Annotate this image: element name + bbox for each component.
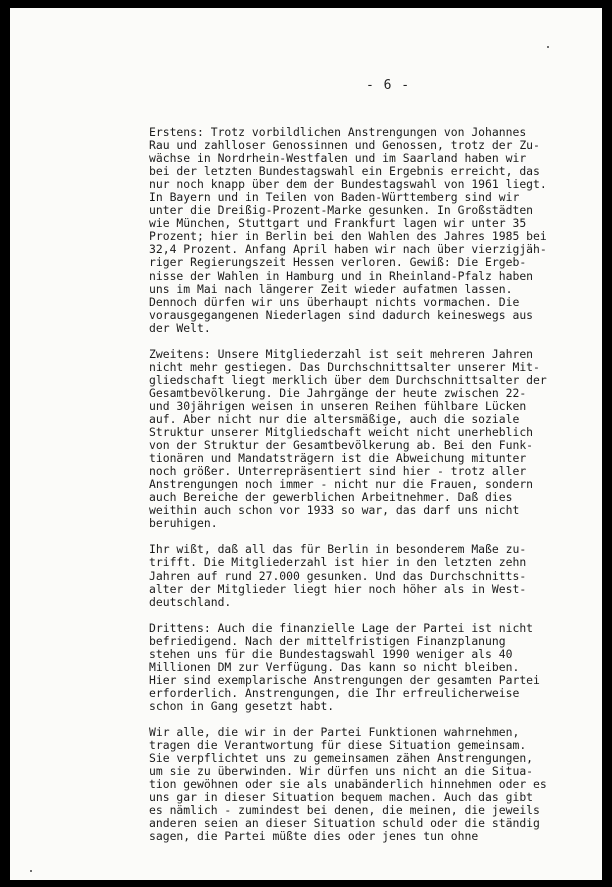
- text-line: unter die Dreißig-Prozent-Marke gesunken. In Großstädten: [149, 203, 534, 218]
- text-line: Ihr wißt, daß all das für Berlin in besonderem Maße zu-: [149, 542, 527, 557]
- text-line: stehen uns für die Bundestagswahl 1990 weniger als 40: [149, 646, 513, 661]
- text-line: Erstens: Trotz vorbildlichen Anstrengungen von Johannes: [149, 125, 527, 139]
- text-line: schon in Gang gesetzt habt.: [149, 698, 335, 713]
- scan-speck: [547, 46, 549, 48]
- text-line: Millionen DM zur Verfügung. Das kann so nicht bleiben.: [149, 659, 520, 674]
- text-line: tragen die Verantwortung für diese Situation gemeinsam.: [149, 738, 527, 753]
- scan-speck: [30, 870, 32, 872]
- text-line: uns im Mai nach längerer Zeit wieder aufatmen lassen.: [149, 281, 513, 296]
- text-line: befriedigend. Nach der mittelfristigen Finanzplanung: [149, 633, 506, 648]
- text-line: Zweitens: Unsere Mitgliederzahl ist seit mehreren Jahren: [149, 346, 534, 361]
- text-line: Sie verpflichtet uns zu gemeinsamen zähen Anstrengungen,: [149, 751, 534, 766]
- text-line: Drittens: Auch die finanzielle Lage der Partei ist nicht: [149, 620, 534, 635]
- text-line: wie München, Stuttgart und Frankfurt lagen wir unter 35: [149, 216, 527, 231]
- text-line: Dennoch dürfen wir uns überhaupt nichts vormachen. Die: [149, 294, 520, 309]
- document-body: [149, 126, 584, 856]
- text-line: tion gewöhnen oder sie als unabänderlich hinnehmen oder es: [149, 777, 547, 792]
- text-line: weithin auch schon vor 1933 so war, das darf uns nicht: [149, 503, 520, 518]
- paragraph-3: [149, 543, 584, 608]
- text-line: Rau und zahlloser Genossinnen und Genossen, trotz der Zu-: [149, 138, 540, 153]
- page-number: - 6 -: [366, 78, 411, 93]
- text-line: Hier sind exemplarische Anstrengungen der gesamten Partei: [149, 672, 540, 687]
- text-line: Struktur unserer Mitgliedschaft weicht nicht unerheblich: [149, 425, 534, 440]
- text-line: und 30jährigen weisen in unseren Reihen fühlbare Lücken: [149, 398, 527, 413]
- text-line: es nämlich - zumindest bei denen, die meinen, die jeweils: [149, 803, 540, 818]
- text-line: vorausgegangenen Niederlagen sind dadurch keineswegs aus: [149, 307, 534, 322]
- text-line: erforderlich. Anstrengungen, die Ihr erfreulicherweise: [149, 685, 520, 700]
- text-line: von der Struktur der Gesamtbevölkerung ab. Bei den Funk-: [149, 438, 534, 453]
- paragraph-1: [149, 126, 584, 335]
- text-line: Anstrengungen noch immer - nicht nur die Frauen, sondern: [149, 477, 534, 492]
- text-line: Jahren auf rund 27.000 gesunken. Und das Durchschnitts-: [149, 568, 527, 583]
- text-line: sagen, die Partei müßte dies oder jenes tun ohne: [149, 829, 479, 844]
- text-line: Gesamtbevölkerung. Die Jahrgänge der heute zwischen 22-: [149, 385, 527, 400]
- text-line: noch größer. Unterrepräsentiert sind hier - trotz aller: [149, 464, 527, 479]
- paragraph-4: [149, 622, 584, 713]
- text-line: 32,4 Prozent. Anfang April haben wir nach über vierzigjäh-: [149, 242, 547, 257]
- text-line: wächse in Nordrhein-Westfalen und im Saarland haben wir: [149, 151, 527, 166]
- text-line: gliedschaft liegt merklich über dem Durchschnittsalter der: [149, 372, 547, 387]
- text-line: auf. Aber nicht nur die altersmäßige, auch die soziale: [149, 411, 520, 426]
- text-line: deutschland.: [149, 594, 232, 609]
- text-line: anderen seien an dieser Situation schuld oder die ständig: [149, 816, 540, 831]
- text-line: nur noch knapp über dem der Bundestagswahl von 1961 liegt.: [149, 177, 547, 192]
- text-line: uns gar in dieser Situation bequem machen. Auch das gibt: [149, 790, 534, 805]
- text-line: tionären und Mandatsträgern ist die Abweichung mitunter: [149, 451, 527, 466]
- text-line: auch Bereiche der gewerblichen Arbeitnehmer. Daß dies: [149, 490, 513, 505]
- document-page: [10, 8, 602, 880]
- text-line: bei der letzten Bundestagswahl ein Ergebnis erreicht, das: [149, 164, 540, 179]
- paragraph-5: [149, 726, 584, 843]
- text-line: der Welt.: [149, 320, 211, 335]
- text-line: trifft. Die Mitgliederzahl ist hier in den letzten zehn: [149, 555, 527, 570]
- text-line: um sie zu überwinden. Wir dürfen uns nicht an die Situa-: [149, 764, 534, 779]
- text-line: riger Regierungszeit Hessen verloren. Gewiß: Die Ergeb-: [149, 255, 527, 270]
- text-line: In Bayern und in Teilen von Baden-Württemberg sind wir: [149, 190, 520, 205]
- paragraph-2: [149, 348, 584, 531]
- text-line: nisse der Wahlen in Hamburg und in Rheinland-Pfalz haben: [149, 268, 534, 283]
- text-line: alter der Mitglieder liegt hier noch höher als in West-: [149, 581, 527, 596]
- text-line: beruhigen.: [149, 516, 218, 531]
- text-line: Wir alle, die wir in der Partei Funktionen wahrnehmen,: [149, 724, 520, 739]
- text-line: nicht mehr gestiegen. Das Durchschnittsalter unserer Mit-: [149, 359, 540, 374]
- text-line: Prozent; hier in Berlin bei den Wahlen des Jahres 1985 bei: [149, 229, 547, 244]
